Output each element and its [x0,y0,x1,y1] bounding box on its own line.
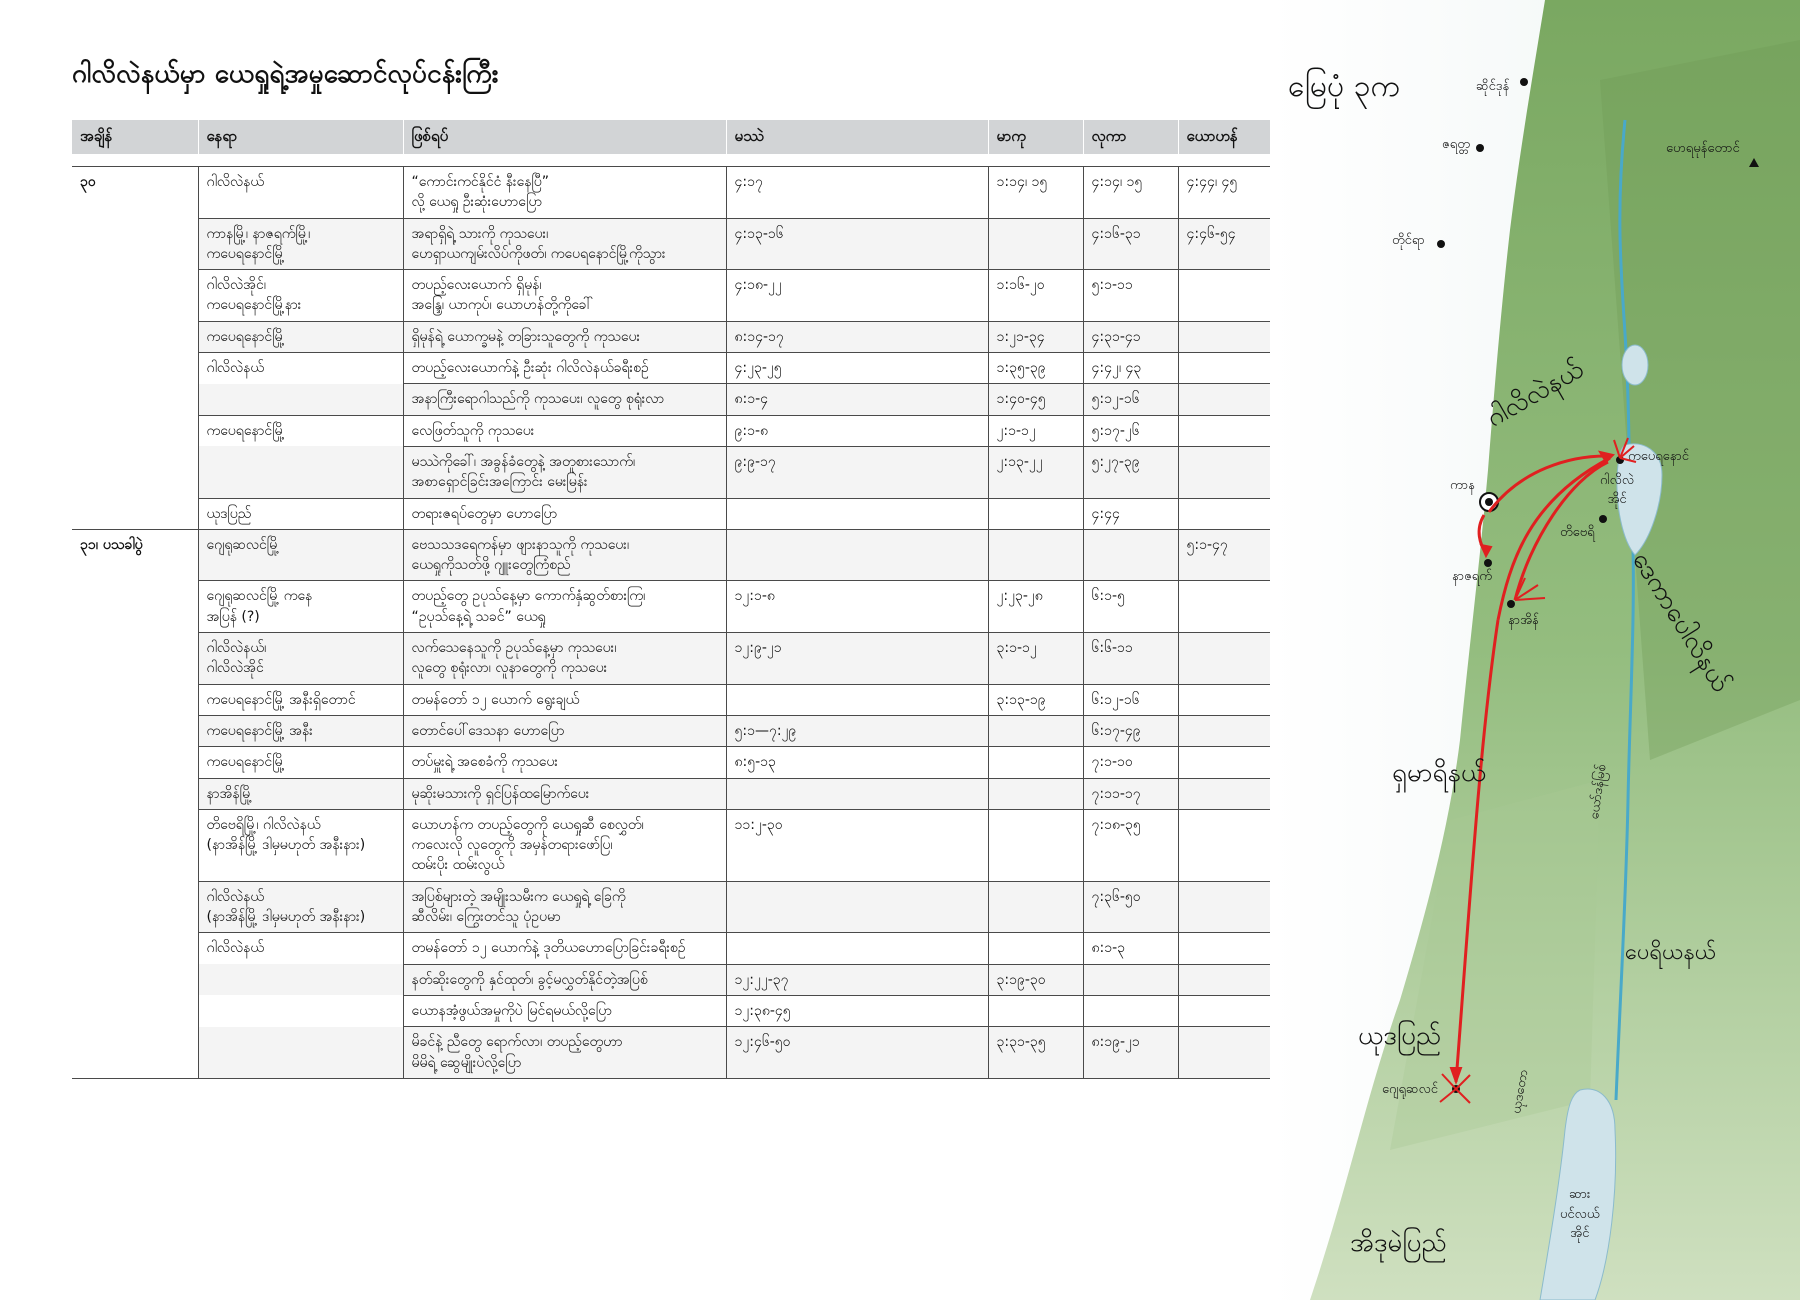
cell-john [1178,933,1270,964]
map-label-cana: ကာန [1450,478,1475,493]
cell-time [72,353,198,384]
cell-john [1178,633,1270,685]
cell-john [1178,684,1270,715]
table-row [72,270,1270,322]
cell-place: ဂါလိလဲနယ် (နာအိန်မြို့ ဒါမှမဟုတ် အနီးနား) [198,881,403,933]
table-row [72,498,1270,529]
cell-mark [988,881,1083,933]
cell-place: ကာနမြို့၊ နာဇရက်မြို့၊ ကပေရနောင်မြို့ [198,218,403,270]
cell-john [1178,270,1270,322]
cell-matthew [726,933,988,964]
table-row [72,218,1270,270]
header-matthew: မဿဲ [726,120,988,154]
cell-mark: ၂:၁၃-၂၂ [988,446,1083,498]
cell-time [72,415,198,446]
cell-time [72,446,198,498]
table-row [72,446,1270,498]
table-row [72,995,1270,1026]
cell-event: ယောဟန်က တပည့်တွေကို ယေရှုဆီ စေလွှတ်၊ ကလေးလို လူတွေကို အမှန်တရားဖော်ပြ၊ ထမ်းပိုး ထမ်းလွယ် [403,809,726,881]
cell-john [1178,995,1270,1026]
cell-luke [1083,995,1178,1026]
cell-event: တပည့်လေးယောက်နဲ့ ဦးဆုံး ဂါလိလဲနယ်ခရီးစဉ် [403,353,726,384]
cell-place: ယုဒပြည် [198,498,403,529]
map-label-tyre: တိုင်ရာ [1392,233,1425,248]
cell-mark [988,747,1083,778]
table-row [72,321,1270,352]
map-label-tiberias: တိဗေရိ [1560,525,1595,540]
cell-matthew: ၈:၁၄-၁၇ [726,321,988,352]
cell-mark: ၃:၁၉-၃၀ [988,964,1083,995]
cell-place [198,446,403,498]
cell-john: ၄:၄၆-၅၄ [1178,218,1270,270]
events-table-container [72,120,1270,1079]
table-row [72,167,1270,219]
cell-mark: ၃:၃၁-၃၅ [988,1027,1083,1079]
cell-john [1178,881,1270,933]
cell-mark [988,218,1083,270]
cell-matthew: ၄:၁၇ [726,167,988,219]
cell-matthew [726,881,988,933]
map-label-judea: ယုဒပြည် [1358,1021,1442,1051]
cell-time [72,1027,198,1079]
cell-matthew [726,684,988,715]
table-row [72,384,1270,415]
cell-mark: ၃:၁၃-၁၉ [988,684,1083,715]
page-title: ဂါလိလဲနယ်မှာ ယေရှုရဲ့အမှုဆောင်လုပ်ငန်းကြီး [72,59,499,89]
cell-mark [988,933,1083,964]
cell-mark [988,778,1083,809]
cell-luke: ၅:၁၇-၂၆ [1083,415,1178,446]
cell-place [198,995,403,1026]
cell-john: ၄:၄၄၊ ၄၅ [1178,167,1270,219]
cell-event: တရားဇရပ်တွေမှာ ဟောပြော [403,498,726,529]
cell-luke: ၆:၆-၁၁ [1083,633,1178,685]
header-event: ဖြစ်ရပ် [403,120,726,154]
map-label-sidon: ဆိုင်ဒုန် [1476,79,1510,94]
cell-event: ဗေသသဒရေကန်မှာ ဖျားနာသူကို ကုသပေး၊ ယေရှုကိုသတ်ဖို့ ဂျူးတွေကြံစည် [403,529,726,581]
cell-event: “ကောင်းကင်နိုင်ငံ နီးနေပြီ” လို့ ယေရှု ဦးဆုံးဟောပြော [403,167,726,219]
table-row [72,529,1270,581]
table-row [72,747,1270,778]
events-table [72,120,1271,1079]
cell-luke: ၄:၄၂၊ ၄၃ [1083,353,1178,384]
cell-event: အရာရှိရဲ့ သားကို ကုသပေး၊ ဟေရှာယကျမ်းလိပ်ကိုဖတ်၊ ကပေရနောင်မြို့ကိုသွား [403,218,726,270]
header-mark: မာကု [988,120,1083,154]
cell-time [72,995,198,1026]
cell-matthew: ၁၂:၁-၈ [726,581,988,633]
cell-place [198,964,403,995]
cell-luke: ၄:၃၁-၄၁ [1083,321,1178,352]
cell-mark: ၁:၄၀-၄၅ [988,384,1083,415]
cell-matthew: ၉:၉-၁၇ [726,446,988,498]
cell-luke: ၄:၁၄၊ ၁၅ [1083,167,1178,219]
cell-john [1178,498,1270,529]
cell-luke: ၈:၁-၃ [1083,933,1178,964]
map-label-judea-wilderness: ယုဒတော [1508,1068,1532,1115]
cell-matthew [726,529,988,581]
cell-place: ဂျေရုဆလင်မြို့ [198,529,403,581]
cell-time [72,881,198,933]
cell-matthew: ၈:၅-၁၃ [726,747,988,778]
cell-luke: ၇:၃၆-၅၀ [1083,881,1178,933]
cell-time [72,933,198,964]
cell-john [1178,964,1270,995]
tyre-marker [1437,240,1445,248]
cell-time [72,747,198,778]
cell-luke: ၈:၁၉-၂၁ [1083,1027,1178,1079]
cell-event: တပ်မှူးရဲ့ အစေခံကို ကုသပေး [403,747,726,778]
map-label-decapolis: ဒေကာပေါလိနယ် [1626,546,1736,698]
map-label-nazareth: နာဇရက် [1452,569,1492,584]
cell-place: တိဗေရိမြို့၊ ဂါလိလဲနယ် (နာအိန်မြို့ ဒါမှမဟုတ် အနီးနား) [198,809,403,881]
header-time: အချိန် [72,120,198,154]
cell-matthew: ၁၂:၂၂-၃၇ [726,964,988,995]
cell-mark [988,529,1083,581]
table-row [72,964,1270,995]
cell-event: တပည့်လေးယောက် ရှိမုန်၊ အန္ဒြေ၊ ယာကုပ်၊ ယောဟန်တို့ကိုခေါ် [403,270,726,322]
table-row [72,933,1270,964]
cell-time [72,964,198,995]
table-row [72,881,1270,933]
cell-time [72,633,198,685]
map-label-jerusalem: ဂျေရုဆလင် [1382,1082,1438,1097]
cell-place: ကပေရနောင်မြို့ အနီး [198,715,403,746]
cell-place: နာအိန်မြို့ [198,778,403,809]
cell-place: ဂျေရုဆလင်မြို့ ကနေ အပြန် (?) [198,581,403,633]
map-label-capernaum: ကပေရနောင် [1628,449,1690,464]
cell-place: ဂါလိလဲနယ် [198,353,403,384]
cell-event: တမန်တော် ၁၂ ယောက် ရွေးချယ် [403,684,726,715]
cell-matthew [726,778,988,809]
cell-event: မုဆိုးမသားကို ရှင်ပြန်ထမြောက်ပေး [403,778,726,809]
cell-luke [1083,964,1178,995]
cell-matthew: ၄:၂၃-၂၅ [726,353,988,384]
cell-luke: ၄:၁၆-၃၁ [1083,218,1178,270]
table-row [72,778,1270,809]
cell-mark [988,715,1083,746]
cell-event: လေဖြတ်သူကို ကုသပေး [403,415,726,446]
cell-time: ၃၁၊ ပသခါပွဲ [72,529,198,581]
cell-time [72,581,198,633]
cell-mark: ၁:၁၆-၂၀ [988,270,1083,322]
cell-john [1178,778,1270,809]
cell-mark: ၁:၁၄၊ ၁၅ [988,167,1083,219]
cell-place: ကပေရနောင်မြို့ [198,415,403,446]
cell-mark [988,995,1083,1026]
sidon-marker [1520,78,1528,86]
cell-event: ရှိမုန်ရဲ့ ယောက္ခမနဲ့ တခြားသူတွေကို ကုသပေး [403,321,726,352]
cell-event: လက်သေနေသူကို ဥပုသ်နေ့မှာ ကုသပေး၊ လူတွေ စုရုံးလာ၊ လူနာတွေကို ကုသပေး [403,633,726,685]
cell-event: တောင်ပေါ်ဒေသနာ ဟောပြော [403,715,726,746]
cell-john [1178,384,1270,415]
cell-mark [988,809,1083,881]
cell-place: ဂါလိလဲနယ် [198,167,403,219]
map-label-jordan: ယော်ဒန်မြစ် [1586,763,1610,821]
cell-event: တပည့်တွေ ဥပုသ်နေ့မှာ ကောက်နှံဆွတ်စားကြ၊ “ဥပုသ်နေ့ရဲ့ သခင်” ယေရှု [403,581,726,633]
map-label-perea: ပေရိယနယ် [1625,940,1717,965]
cell-place: ဂါလိလဲနယ်၊ ဂါလိလဲအိုင် [198,633,403,685]
cell-time [72,498,198,529]
table-row [72,353,1270,384]
nazareth-marker [1484,559,1492,567]
table-spacer-row [72,154,1270,167]
cell-john: ၅:၁-၄၇ [1178,529,1270,581]
cell-luke: ၄:၄၄ [1083,498,1178,529]
cell-mark: ၂:၁-၁၂ [988,415,1083,446]
zarephath-marker [1476,144,1484,152]
cell-time [72,321,198,352]
header-place: နေရာ [198,120,403,154]
cell-place: ကပေရနောင်မြို့ [198,747,403,778]
tiberias-marker [1599,515,1607,523]
cell-event: နတ်ဆိုးတွေကို နှင်ထုတ်၊ ခွင့်မလွှတ်နိုင်တဲ့အပြစ် [403,964,726,995]
map-label-hermon: ဟေရမုန်တောင် [1666,141,1740,156]
cell-luke: ၅:၁၂-၁၆ [1083,384,1178,415]
cell-luke [1083,529,1178,581]
table-row [72,684,1270,715]
cell-john [1178,415,1270,446]
cell-place: ကပေရနောင်မြို့ [198,321,403,352]
map-label-nain: နာအိန် [1508,613,1539,628]
cell-matthew: ၅:၁—၇:၂၉ [726,715,988,746]
cell-matthew: ၁၁:၂-၃၀ [726,809,988,881]
cell-event: အပြစ်များတဲ့ အမျိုးသမီးက ယေရှုရဲ့ ခြေကို ဆီလိမ်း၊ ကြွေးတင်သူ ပုံဥပမာ [403,881,726,933]
cell-john [1178,321,1270,352]
cell-john [1178,747,1270,778]
table-row [72,715,1270,746]
map-terrain [1270,0,1800,1300]
header-john: ယောဟန် [1178,120,1270,154]
cell-john [1178,715,1270,746]
cell-luke: ၆:၁၇-၄၉ [1083,715,1178,746]
cell-john [1178,446,1270,498]
cell-luke: ၇:၁၈-၃၅ [1083,809,1178,881]
cell-luke: ၆:၁-၅ [1083,581,1178,633]
cell-place: ဂါလိလဲအိုင်၊ ကပေရနောင်မြို့နား [198,270,403,322]
cell-place [198,384,403,415]
table-row [72,415,1270,446]
lake-huleh [1622,345,1648,385]
cell-event: အနာကြီးရောဂါသည်ကို ကုသပေး၊ လူတွေ စုရုံးလာ [403,384,726,415]
cell-john [1178,353,1270,384]
cell-mark [988,498,1083,529]
cell-mark: ၂:၂၃-၂၈ [988,581,1083,633]
cell-time [72,778,198,809]
cell-time [72,715,198,746]
cell-luke: ၅:၁-၁၁ [1083,270,1178,322]
table-row [72,633,1270,685]
cell-luke: ၅:၂၇-၃၉ [1083,446,1178,498]
nain-marker [1507,600,1515,608]
cell-matthew: ၈:၁-၄ [726,384,988,415]
cell-time [72,684,198,715]
cell-matthew: ၄:၁၃-၁၆ [726,218,988,270]
cell-mark: ၁:၃၅-၃၉ [988,353,1083,384]
map [1270,0,1800,1300]
map-label-idumea: အိဒုမဲပြည် [1350,1228,1447,1258]
cell-time [72,270,198,322]
cell-place: ကပေရနောင်မြို့ အနီးရှိတောင် [198,684,403,715]
cell-matthew: ၁၂:၄၆-၅၀ [726,1027,988,1079]
cell-matthew: ၉:၁-၈ [726,415,988,446]
cell-event: မဿဲကိုခေါ်၊ အခွန်ခံတွေနဲ့ အတူစားသောက်၊ အစာရှောင်ခြင်းအကြောင်း မေးမြန်း [403,446,726,498]
header-luke: လုကာ [1083,120,1178,154]
cell-mark: ၁:၂၁-၃၄ [988,321,1083,352]
table-row [72,809,1270,881]
cell-event: တမန်တော် ၁၂ ယောက်နဲ့ ဒုတိယဟောပြောခြင်းခရီးစဉ် [403,933,726,964]
cell-john [1178,581,1270,633]
map-label-galilee: ဂါလိလဲနယ် [1481,354,1589,434]
cell-john [1178,809,1270,881]
cell-mark: ၃:၁-၁၂ [988,633,1083,685]
cell-matthew: ၁၂:၃၈-၄၅ [726,995,988,1026]
cell-place [198,1027,403,1079]
cell-place: ဂါလိလဲနယ် [198,933,403,964]
cell-time [72,809,198,881]
map-title: မြေပုံ ၃က [1288,69,1400,104]
map-label-sea-of-galilee: ဂါလိလဲ အိုင် [1600,473,1635,507]
cell-luke: ၇:၁-၁၀ [1083,747,1178,778]
cell-luke: ၆:၁၂-၁၆ [1083,684,1178,715]
table-row [72,581,1270,633]
cell-event: ယောနအံ့ဖွယ်အမှုကိုပဲ မြင်ရမယ်လို့ပြော [403,995,726,1026]
table-header-row [72,120,1270,154]
cell-luke: ၇:၁၁-၁၇ [1083,778,1178,809]
table-row [72,1027,1270,1079]
cell-event: မိခင်နဲ့ ညီတွေ ရောက်လာ၊ တပည့်တွေဟာ မိမိရဲ့ ဆွေမျိုးပဲလို့ပြော [403,1027,726,1079]
cell-matthew [726,498,988,529]
cell-john [1178,1027,1270,1079]
cell-time [72,218,198,270]
map-label-samaria: ရှမာရိနယ် [1392,758,1487,788]
cell-time [72,384,198,415]
map-label-dead-sea: ဆား ပင်လယ် အိုင် [1560,1187,1600,1241]
cell-time: ၃၀ [72,167,198,219]
map-label-zarephath: ဇရတ္တ [1442,137,1470,152]
cell-matthew: ၄:၁၈-၂၂ [726,270,988,322]
cell-matthew: ၁၂:၉-၂၁ [726,633,988,685]
